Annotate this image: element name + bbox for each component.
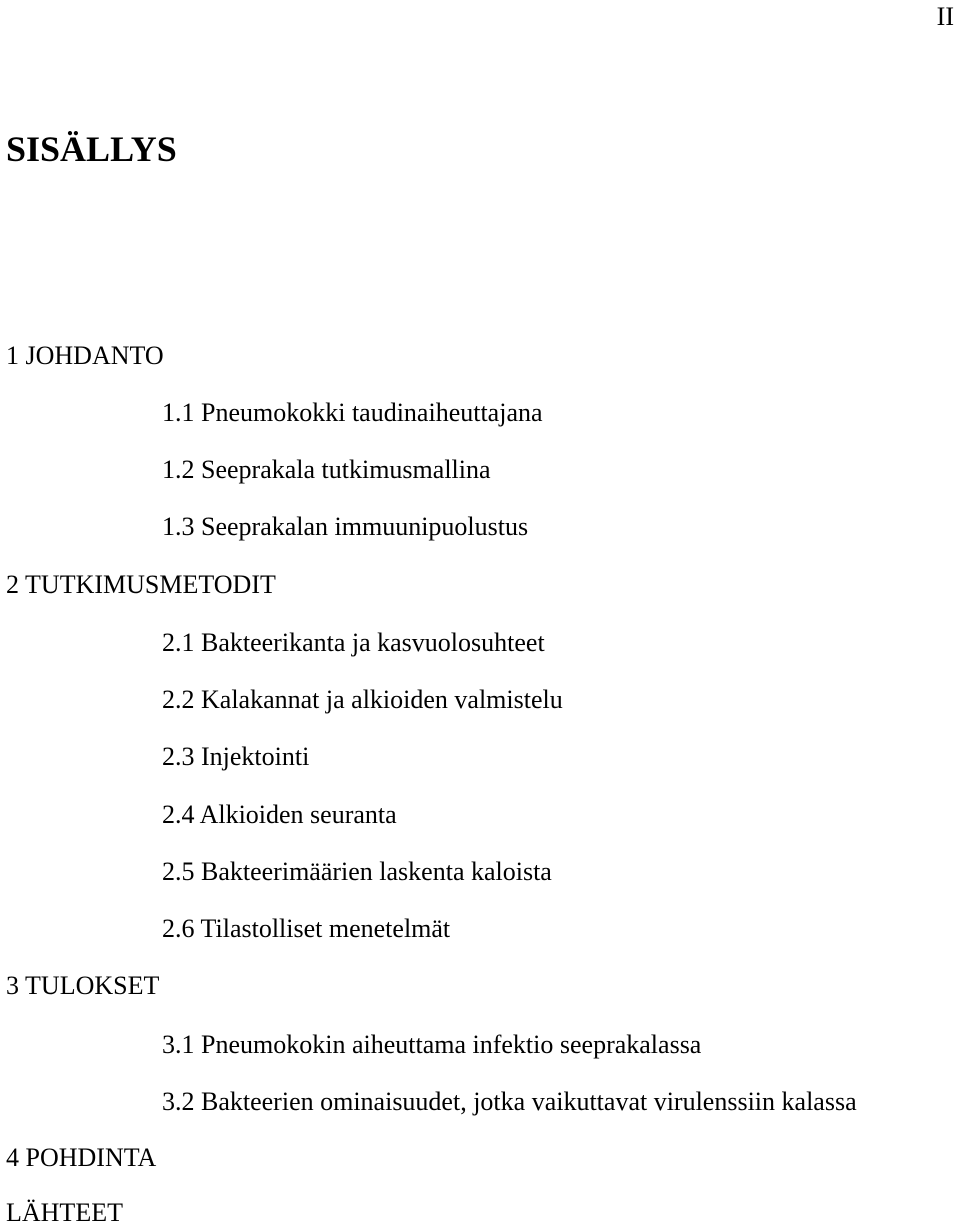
toc-section-3-2[interactable]: 3.2 Bakteerien ominaisuudet, jotka vaikuttavat virulenssiin kalassa — [162, 1087, 857, 1116]
toc-chapter-4[interactable]: 4 POHDINTA — [6, 1143, 157, 1172]
toc-chapter-3[interactable]: 3 TULOKSET — [6, 971, 160, 1000]
toc-chapter-2[interactable]: 2 TUTKIMUSMETODIT — [6, 570, 276, 599]
toc-section-1-3[interactable]: 1.3 Seeprakalan immuunipuolustus — [162, 512, 529, 541]
toc-section-2-2[interactable]: 2.2 Kalakannat ja alkioiden valmistelu — [162, 685, 563, 714]
toc-section-3-1[interactable]: 3.1 Pneumokokin aiheuttama infektio seeprakalassa — [162, 1030, 702, 1059]
toc-section-2-5[interactable]: 2.5 Bakteerimäärien laskenta kaloista — [162, 857, 552, 886]
page-title: SISÄLLYS — [6, 129, 177, 169]
toc-section-1-1[interactable]: 1.1 Pneumokokki taudinaiheuttajana — [162, 398, 543, 427]
toc-section-2-6[interactable]: 2.6 Tilastolliset menetelmät — [162, 914, 451, 943]
page-number: II — [936, 2, 954, 31]
toc-references[interactable]: LÄHTEET — [6, 1198, 123, 1227]
toc-section-2-4[interactable]: 2.4 Alkioiden seuranta — [162, 800, 397, 829]
toc-section-2-1[interactable]: 2.1 Bakteerikanta ja kasvuolosuhteet — [162, 628, 545, 657]
toc-section-1-2[interactable]: 1.2 Seeprakala tutkimusmallina — [162, 455, 491, 484]
toc-chapter-1[interactable]: 1 JOHDANTO — [6, 341, 164, 370]
toc-section-2-3[interactable]: 2.3 Injektointi — [162, 742, 310, 771]
